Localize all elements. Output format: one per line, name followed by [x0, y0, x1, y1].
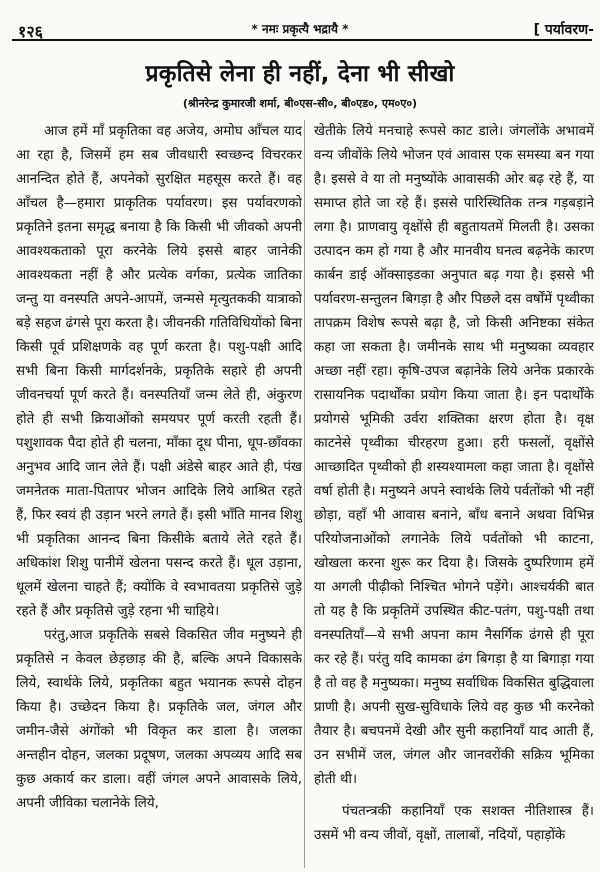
left-column: [16, 120, 302, 816]
column-divider: [304, 120, 305, 868]
paragraph: पंचतन्त्रकी कहानियाँ एक सशक्त नीतिशास्त्र हैं। उसमें भी वन्य जीवों, वृक्षों, तालाबों, नदियों, पहाड़ोंके: [314, 804, 594, 843]
article-title: प्रकृतिसे लेना ही नहीं, देना भी सीखो: [145, 61, 455, 87]
right-column: [314, 120, 594, 848]
header-invocation: * नमः प्रकृत्यै भद्रायै *: [251, 22, 349, 36]
paragraph: आज हमें माँ प्रकृतिका वह अजेय, अमोघ आँचल याद आ रहा है, जिसमें हम सब जीवधारी स्वच्छन्द विचरकर आनन्दित होते हैं, अपनेको सुरक्षित महसूस करते हैं। वह आँचल है—हमारा प्राकृतिक पर्यावरण। इस पर्यावरणको प्रकृतिने इतना समृद्ध बनाया है कि किसी भी जीवको अपनी आवश्यकताको पूरा करनेके लिये इससे बाहर जानेकी आवश्यकता नहीं है और प्रत्येक वर्गका, प्रत्येक जातिका जन्तु या वनस्पति अपने-आपमें, जन्मसे मृत्युतककी यात्राको बड़े सहज ढंगसे पूरा करता है। जीवनकी गतिविधियोंको बिना किसी पूर्व प्रशिक्षणके वह पूर्ण करता है। पशु-पक्षी आदि सभी बिना किसी मार्गदर्शनके, प्रकृतिके सहारे ही अपनी जीवनचर्या पूर्ण करते हैं। वनस्पतियाँ जन्म लेते ही, अंकुरण होते ही सभी क्रियाओंको समयपर पूर्ण करती रहती हैं। पशुशावक पैदा होते ही चलना, माँका दूध पीना, धूप-छाँवका अनुभव आदि जान लेते हैं। पक्षी अंडेसे बाहर आते ही, पंख जमनेतक माता-पितापर भोजन आदिके लिये आश्रित रहते हैं, फिर स्वयं ही उड़ान भरने लगते हैं। इसी भाँति मानव शिशु भी प्रकृतिका आनन्द बिना किसीके बताये लेते रहते हैं। अधिकांश शिशु पानीमें खेलना पसन्द करते हैं। धूल उड़ाना, धूलमें खेलना चाहते हैं; क्योंकि वे स्वभावतया प्रकृतिसे जुड़े रहते हैं और प्रकृतिसे जुड़े रहना भी चाहिये।: [16, 124, 302, 619]
page-number: १२६: [18, 22, 43, 41]
article-author: (श्रीनरेन्द्र कुमारजी शर्मा, बी०एस-सी०, बी०एड०, एम०ए०): [182, 97, 418, 110]
section-label: [ पर्यावरण-: [533, 22, 594, 38]
paragraph: परंतु,आज प्रकृतिके सबसे विकसित जीव मनुष्यने ही प्रकृतिसे न केवल छेड़छाड़ की है, बल्कि अपने विकासके लिये, स्वार्थके लिये, प्रकृतिका बहुत भयानक रूपसे दोहन किया है। उच्छेदन किया है। प्रकृतिके जल, जंगल और जमीन-जैसे अंगोंको भी विकृत कर डाला है। जलका अन्तहीन दोहन, जलका प्रदूषण, जलका अपव्यय आदि सब कुछ अकार्य कर डाला। वहीं जंगल अपने आवासके लिये, अपनी जीविका चलानेके लिये,: [16, 628, 302, 811]
page-header: [0, 0, 600, 44]
paragraph: खेतीके लिये मनचाहे रूपसे काट डाले। जंगलोंके अभावमें वन्य जीवोंके लिये भोजन एवं आवास एक समस्या बन गया है। इससे वे या तो मनुष्योंके आवासकी ओर बढ़ रहे हैं, या समाप्त होते जा रहे हैं। इससे पारिस्थितिक तन्त्र गड़बड़ाने लगा है। प्राणवायु वृक्षोंसे ही बहुतायतमें मिलती है। उसका उत्पादन कम हो गया है और मानवीय घनत्व बढ़नेके कारण कार्बन डाई ऑक्साइडका अनुपात बढ़ गया है। इससे भी पर्यावरण-सन्तुलन बिगड़ा है और पिछले दस वर्षोंमें पृथ्वीका तापक्रम विशेष रूपसे बढ़ा है, जो किसी अनिष्टका संकेत कहा जा सकता है। जमीनके साथ भी मनुष्यका व्यवहार अच्छा नहीं रहा। कृषि-उपज बढ़ानेके लिये अनेक प्रकारके रासायनिक पदार्थोंका प्रयोग किया जाता है। इन पदार्थोंके प्रयोगसे भूमिकी उर्वरा शक्तिका क्षरण होता है। वृक्ष काटनेसे पृथ्वीका चीरहरण हुआ। हरी फसलों, वृक्षोंसे आच्छादित पृथ्वीको ही शस्यश्यामला कहा जाता है। वृक्षोंसे वर्षा होती है। मनुष्यने अपने स्वार्थके लिये पर्वतोंको भी नहीं छोड़ा, वहाँ भी आवास बनाने, बाँध बनाने अथवा विभिन्न परियोजनाओंको लगानेके लिये पर्वतोंको भी काटना, खोखला करना शुरू कर दिया है। जिसके दुष्परिणाम हमें या अगली पीढ़ीको निश्चित भोगने पड़ेंगे। आश्चर्यकी बात तो यह है कि प्रकृतिमें उपस्थित कीट-पतंग, पशु-पक्षी तथा वनस्पतियाँ—ये सभी अपना काम नैसर्गिक ढंगसे ही पूरा कर रहे हैं। परंतु यदि कामका ढंग बिगड़ा है या बिगाड़ा गया है तो वह है मनुष्यका। मनुष्य सर्वाधिक विकसित बुद्धिवाला प्राणी है। अपनी सुख-सुविधाके लिये वह कुछ भी करनेको तैयार है। बचपनमें देखी और सुनी कहानियाँ याद आती हैं, उन सभीमें जल, जंगल और जानवरोंकी सक्रिय भूमिका होती थी।: [314, 124, 594, 787]
header-rule: [12, 39, 592, 41]
